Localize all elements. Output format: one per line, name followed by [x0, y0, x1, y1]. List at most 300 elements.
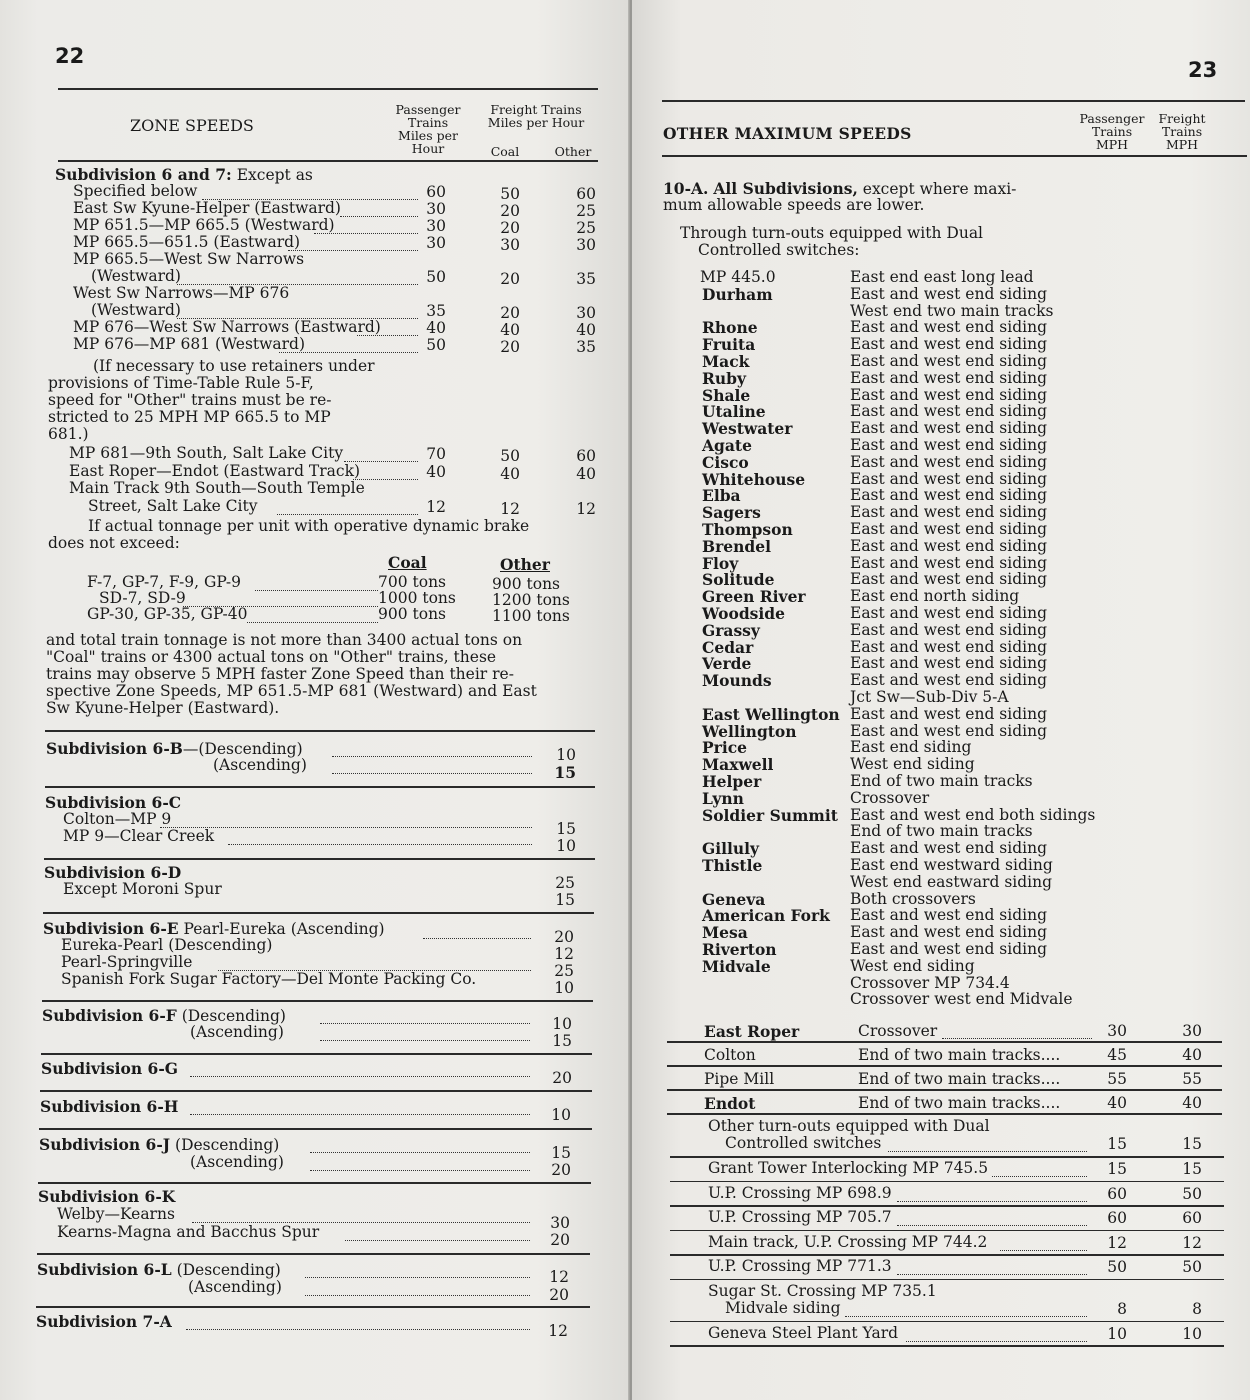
tonnage-other: 1100 tons	[492, 607, 570, 625]
location-name: East Wellington	[702, 704, 840, 724]
divider	[44, 858, 595, 860]
sub-6c-row: MP 9—Clear Creek	[63, 827, 215, 845]
other-speed: 12	[576, 499, 596, 518]
location-description: East and west end siding	[850, 452, 1047, 471]
speed-value: 25	[554, 962, 574, 980]
passenger-speed: 30	[426, 217, 446, 235]
passenger-speed: 70	[426, 445, 446, 463]
row-divider	[667, 1065, 1222, 1067]
location-name: American Fork	[702, 906, 830, 926]
location-name: Agate	[702, 436, 752, 455]
sub-7a: Subdivision 7-A	[36, 1312, 172, 1331]
header-rule	[662, 100, 1245, 102]
speed-value: 20	[552, 1069, 572, 1087]
location-name: Durham	[702, 284, 773, 304]
freight-speed: 12	[1182, 1233, 1202, 1252]
freight-speed: 15	[1182, 1160, 1202, 1178]
location-description: East and west end siding	[850, 486, 1047, 505]
location-name: Geneva	[702, 889, 766, 909]
sub-6f-ascending: (Ascending)	[190, 1023, 284, 1041]
location-name: Westwater	[702, 419, 793, 439]
location-name: Helper	[702, 772, 762, 791]
coal-speed: 50	[500, 447, 520, 465]
leader-dots	[906, 1329, 1087, 1342]
leader-dots	[255, 578, 378, 591]
sub-6d-row: Except Moroni Spur	[63, 880, 222, 898]
leader-dots	[897, 1189, 1087, 1202]
sub-6k-row: Kearns-Magna and Bacchus Spur	[57, 1223, 320, 1241]
passenger-speed: 12	[426, 497, 446, 516]
leader-dots	[314, 221, 418, 234]
tonnage-coal: 900 tons	[378, 605, 447, 623]
speed-value: 20	[554, 928, 574, 946]
divider	[38, 1182, 591, 1184]
passenger-speed: 60	[1107, 1184, 1127, 1203]
sub-6j-ascending: (Ascending)	[190, 1153, 284, 1171]
passenger-speed: 30	[1107, 1022, 1127, 1040]
speed-item-label: Grant Tower Interlocking MP 745.5	[708, 1159, 989, 1177]
location-description: West end siding	[850, 956, 975, 975]
divider	[42, 1000, 593, 1002]
location-name: Mounds	[702, 671, 772, 691]
location-description: Crossover west end Midvale	[850, 990, 1073, 1009]
location-description: West end siding	[850, 755, 975, 774]
location-name: Solitude	[702, 570, 775, 590]
row-divider	[670, 1230, 1224, 1232]
row-divider	[670, 1345, 1224, 1347]
location-description: East and west end siding	[850, 721, 1047, 740]
leader-dots	[320, 1011, 530, 1024]
tonnage-coal: 1000 tons	[378, 589, 456, 607]
location-name: Elba	[702, 486, 741, 506]
speed-value: 12	[554, 945, 574, 963]
speed-item-label: U.P. Crossing MP 771.3	[708, 1257, 892, 1275]
location-description: East and west end siding	[850, 553, 1047, 572]
other-speed: 60	[576, 185, 596, 203]
location-description: East and west end siding	[850, 704, 1047, 723]
sub-6e-row: Spanish Fork Sugar Factory—Del Monte Packing Co.	[61, 970, 477, 988]
location-description: East and west end siding	[850, 637, 1047, 656]
zone-row-label: Specified below	[73, 182, 198, 200]
sub-6b: Subdivision 6-B—(Descending)	[46, 739, 303, 758]
location-description: East and west end siding	[850, 671, 1047, 690]
location-name: Woodside	[702, 604, 785, 623]
location-description: End of two main tracks....	[858, 1046, 1061, 1064]
sub-6g: Subdivision 6-G	[41, 1059, 178, 1078]
leader-dots	[247, 610, 378, 623]
location-name: East Roper	[704, 1022, 800, 1041]
location-description: East and west end siding	[850, 654, 1047, 673]
speed-value: 15	[554, 763, 576, 782]
sub-6l: Subdivision 6-L (Descending)	[37, 1260, 281, 1279]
passenger-speed: 40	[426, 319, 446, 337]
location-name: Mack	[702, 352, 750, 371]
speed-value: 15	[552, 1032, 572, 1050]
sub-6k: Subdivision 6-K	[38, 1187, 176, 1206]
leader-dots	[992, 1164, 1087, 1177]
row-divider	[670, 1205, 1224, 1207]
location-name: Price	[702, 738, 748, 758]
row-divider	[670, 1321, 1224, 1323]
location-description: East and west end siding	[850, 604, 1047, 622]
sub-6l-ascending: (Ascending)	[188, 1278, 282, 1296]
location-description: East and west end siding	[850, 839, 1047, 858]
zone-row-label: (Westward)	[91, 267, 181, 285]
other-speed: 30	[576, 236, 596, 254]
sub-6h: Subdivision 6-H	[40, 1097, 179, 1116]
freight-speed: 8	[1192, 1299, 1202, 1318]
zone-row-label: East Roper—Endot (Eastward Track)	[69, 461, 361, 480]
coal-speed: 40	[500, 464, 520, 483]
location-description: Jct Sw—Sub-Div 5-A	[850, 688, 1009, 706]
speed-value: 12	[548, 1322, 568, 1340]
other-speed: 60	[576, 447, 596, 465]
speed-value: 10	[556, 746, 576, 764]
zone-row-label: (Westward)	[91, 301, 181, 319]
divider	[37, 1253, 590, 1255]
zone-row-label: West Sw Narrows—MP 676	[73, 284, 290, 302]
coal-speed: 40	[500, 321, 520, 339]
location-name: Whitehouse	[702, 469, 806, 489]
location-description: East and west end siding	[850, 536, 1047, 555]
passenger-speed: 50	[426, 336, 446, 354]
sub-6k-row: Welby—Kearns	[57, 1205, 175, 1223]
leader-dots	[942, 1026, 1092, 1039]
location-name: Shale	[702, 385, 751, 405]
tonnage-units: F-7, GP-7, F-9, GP-9	[87, 573, 242, 591]
location-name: MP 445.0	[700, 268, 776, 286]
page-title: ZONE SPEEDS	[130, 116, 254, 135]
leader-dots	[897, 1213, 1087, 1226]
other-speed: 25	[576, 202, 596, 220]
location-name: Lynn	[702, 788, 744, 808]
sub-6c: Subdivision 6-C	[45, 793, 182, 812]
freight-speed: 40	[1182, 1094, 1202, 1112]
leader-dots	[423, 926, 531, 939]
location-name: Floy	[702, 553, 739, 573]
leader-dots	[192, 1210, 530, 1223]
location-description: Crossover	[858, 1022, 938, 1040]
col-other-header: Other	[554, 144, 592, 159]
speed-value: 15	[551, 1144, 571, 1162]
leader-dots	[897, 1262, 1087, 1275]
tonnage-coal: 700 tons	[378, 573, 447, 591]
location-name: Maxwell	[702, 755, 774, 775]
divider	[41, 1053, 592, 1055]
passenger-speed: 50	[1107, 1258, 1127, 1276]
leader-dots	[186, 1317, 530, 1330]
location-name: Grassy	[702, 620, 760, 640]
tonnage-other: 900 tons	[492, 575, 561, 593]
zone-row-label: Main Track 9th South—South Temple	[69, 479, 365, 497]
speed-value: 15	[556, 820, 576, 838]
page-number: 22	[55, 44, 85, 68]
speed-item-label: Main track, U.P. Crossing MP 744.2	[708, 1232, 988, 1251]
tonnage-intro: If actual tonnage per unit with operative dynamic brake does not exceed:	[48, 517, 530, 552]
location-name: Green River	[702, 587, 806, 607]
leader-dots	[320, 1028, 530, 1041]
other-speed: 40	[576, 321, 596, 339]
leader-dots	[310, 1140, 530, 1153]
leader-dots	[190, 1064, 530, 1077]
passenger-speed: 45	[1107, 1046, 1127, 1064]
passenger-speed: 10	[1107, 1324, 1127, 1343]
location-name: Ruby	[702, 368, 746, 388]
location-description: East and west end both sidings	[850, 805, 1096, 824]
leader-dots	[332, 744, 532, 757]
tonnage-other: 1200 tons	[492, 591, 570, 609]
speed-item-label: Geneva Steel Plant Yard	[708, 1323, 899, 1342]
sub-6f: Subdivision 6-F (Descending)	[42, 1006, 286, 1025]
speed-item-label: Other turn-outs equipped with Dual	[708, 1117, 990, 1135]
location-name: Riverton	[702, 940, 777, 959]
location-description: East and west end siding	[850, 385, 1047, 404]
location-name: Pipe Mill	[704, 1070, 775, 1088]
leader-dots	[228, 832, 532, 845]
header-bottom-rule	[58, 160, 598, 162]
sub-6d: Subdivision 6-D	[44, 863, 182, 882]
passenger-speed: 30	[426, 200, 446, 218]
row-divider	[670, 1181, 1224, 1183]
header-bottom-rule	[662, 155, 1247, 157]
speed-value: 30	[550, 1214, 570, 1232]
tonnage-units: GP-30, GP-35, GP-40	[87, 605, 248, 623]
tonnage-units: SD-7, SD-9	[99, 589, 186, 607]
sub-6b-ascending: (Ascending)	[213, 756, 307, 774]
sub-6c-row: Colton—MP 9	[63, 810, 172, 828]
location-description: East and west end siding	[850, 906, 1047, 925]
col-passenger-header: Passenger Trains MPH	[1079, 111, 1145, 152]
row-divider	[667, 1041, 1222, 1043]
zone-row-label: Street, Salt Lake City	[88, 496, 258, 515]
row-divider	[667, 1089, 1222, 1091]
passenger-speed: 55	[1107, 1070, 1127, 1088]
zone-row-label: MP 676—MP 681 (Westward)	[73, 335, 306, 353]
leader-dots	[332, 761, 532, 774]
location-name: Rhone	[702, 318, 758, 338]
location-description: End of two main tracks	[850, 822, 1033, 841]
passenger-speed: 35	[426, 302, 446, 320]
row-divider	[667, 1113, 1222, 1115]
location-name: Sagers	[702, 503, 761, 523]
speed-value: 10	[556, 837, 576, 855]
location-name: Fruita	[702, 335, 756, 355]
location-name: Soldier Summit	[702, 805, 838, 825]
leader-dots	[288, 238, 418, 251]
freight-speed: 30	[1182, 1022, 1202, 1040]
passenger-speed: 60	[426, 183, 446, 201]
freight-speed: 50	[1182, 1258, 1202, 1276]
passenger-speed: 50	[426, 268, 446, 286]
coal-speed: 20	[500, 202, 520, 220]
coal-speed: 20	[500, 304, 520, 322]
other-speed: 25	[576, 219, 596, 237]
location-name: Midvale	[702, 956, 771, 976]
leader-dots	[160, 815, 532, 828]
location-name: Verde	[702, 654, 752, 674]
leader-dots	[305, 1265, 530, 1278]
coal-speed: 30	[500, 236, 520, 254]
header-rule	[58, 88, 598, 90]
speed-value: 20	[551, 1161, 571, 1179]
through-turnouts-text-cont: Controlled switches:	[698, 241, 860, 259]
row-divider	[670, 1156, 1224, 1158]
speed-value: 20	[550, 1231, 570, 1249]
location-name: Wellington	[702, 721, 797, 741]
speed-value: 10	[551, 1106, 571, 1124]
rule-10a: 10-A. All Subdivisions, except where maxi-	[663, 179, 1017, 198]
freight-speed: 10	[1182, 1324, 1202, 1343]
passenger-speed: 40	[1107, 1094, 1127, 1112]
divider	[40, 1090, 592, 1092]
location-description: East and west end siding	[850, 570, 1047, 589]
location-description: East and west end siding	[850, 368, 1047, 387]
leader-dots	[277, 502, 418, 515]
passenger-speed: 15	[1107, 1160, 1127, 1178]
speed-item-label: Sugar St. Crossing MP 735.1	[708, 1281, 937, 1300]
location-description: East and west end siding	[850, 318, 1047, 337]
location-description: End of two main tracks	[850, 772, 1033, 790]
location-name: Mesa	[702, 923, 748, 943]
sub-6e-row: Pearl-Springville	[61, 953, 193, 971]
freight-speed: 50	[1182, 1184, 1202, 1203]
leader-dots	[1000, 1238, 1087, 1251]
location-description: East and west end siding	[850, 335, 1047, 354]
location-description: East and west end siding	[850, 402, 1047, 421]
coal-speed: 50	[500, 185, 520, 203]
location-description: East and west end siding	[850, 503, 1047, 522]
speed-value: 10	[552, 1015, 572, 1033]
other-speed: 35	[576, 338, 596, 356]
location-description: East and west end siding	[850, 469, 1047, 488]
location-description: Crossover	[850, 788, 930, 807]
speed-item-label: U.P. Crossing MP 705.7	[708, 1208, 892, 1226]
speed-item-label-cont: Controlled switches	[725, 1134, 882, 1152]
right-page	[632, 0, 1250, 1400]
coal-speed: 20	[500, 338, 520, 356]
leader-dots	[310, 1158, 530, 1171]
sub67-heading: Subdivision 6 and 7: Except as	[55, 165, 313, 184]
row-divider	[670, 1254, 1224, 1256]
location-name: Brendel	[702, 536, 771, 556]
passenger-speed: 8	[1117, 1299, 1127, 1318]
retainer-note: (If necessary to use retainers under provisions of Time-Table Rule 5-F, speed for "Other" trains must be re- stricted to 25 MPH MP 665.5 to MP 681.)	[48, 357, 375, 443]
coal-speed: 20	[500, 270, 520, 288]
zone-row-label: MP 651.5—MP 665.5 (Westward)	[73, 216, 335, 234]
location-name: Thistle	[702, 856, 763, 875]
zone-row-label: East Sw Kyune-Helper (Eastward)	[73, 199, 341, 217]
speed-value: 15	[555, 891, 575, 909]
col-freight-header: Freight Trains Miles per Hour	[487, 102, 585, 130]
location-description: East and west end siding	[850, 940, 1047, 958]
coal-speed: 20	[500, 219, 520, 237]
freight-speed: 40	[1182, 1046, 1202, 1064]
location-description: East and west end siding	[850, 284, 1047, 303]
leader-dots	[190, 1102, 530, 1115]
other-speed: 35	[576, 270, 596, 288]
location-name: Gilluly	[702, 839, 760, 859]
tonnage-coal-header: Coal	[388, 553, 427, 572]
divider	[45, 786, 595, 788]
location-description: End of two main tracks....	[858, 1070, 1061, 1088]
location-name: Cisco	[702, 452, 749, 472]
divider	[43, 912, 594, 914]
location-description: East and west end siding	[850, 419, 1047, 438]
col-coal-header: Coal	[490, 144, 520, 159]
sub-6j: Subdivision 6-J (Descending)	[39, 1135, 280, 1154]
divider	[45, 730, 595, 732]
other-speed: 30	[576, 304, 596, 322]
location-description: East and west end siding	[850, 520, 1047, 538]
tonnage-other-header: Other	[500, 555, 550, 574]
freight-speed: 55	[1182, 1070, 1202, 1088]
location-name: Colton	[704, 1046, 756, 1064]
speed-value: 20	[549, 1286, 569, 1304]
leader-dots	[279, 340, 418, 353]
passenger-speed: 12	[1107, 1233, 1127, 1252]
speed-value: 12	[549, 1268, 569, 1286]
speed-item-label-cont: Midvale siding	[725, 1298, 841, 1317]
location-description: East end westward siding	[850, 856, 1053, 874]
row-divider	[670, 1279, 1224, 1281]
location-description: East and west end siding	[850, 352, 1047, 370]
passenger-speed: 15	[1107, 1135, 1127, 1153]
location-description: East end siding	[850, 738, 972, 757]
leader-dots	[305, 1283, 530, 1296]
sub-6e: Subdivision 6-E Pearl-Eureka (Ascending)	[43, 919, 385, 938]
col-freight-header: Freight Trains MPH	[1158, 111, 1206, 152]
divider	[39, 1128, 592, 1130]
speed-value: 25	[555, 874, 575, 892]
location-name: Thompson	[702, 520, 793, 539]
location-name: Utaline	[702, 402, 766, 422]
page-title: OTHER MAXIMUM SPEEDS	[663, 124, 912, 143]
divider	[36, 1306, 590, 1308]
location-description: East and west end siding	[850, 620, 1047, 639]
zone-row-label: MP 665.5—West Sw Narrows	[73, 250, 305, 268]
zone-row-label: MP 676—West Sw Narrows (Eastward)	[73, 318, 381, 336]
coal-speed: 12	[500, 499, 520, 518]
freight-speed: 60	[1182, 1209, 1202, 1227]
rule-10a-cont: mum allowable speeds are lower.	[663, 196, 925, 214]
location-description: East and west end siding	[850, 923, 1047, 942]
passenger-speed: 40	[426, 462, 446, 481]
location-description: Both crossovers	[850, 889, 976, 908]
location-description: East and west end siding	[850, 436, 1047, 454]
location-description: Crossover MP 734.4	[850, 973, 1010, 992]
location-description: East end east long lead	[850, 268, 1034, 286]
location-description: East end north siding	[850, 587, 1020, 606]
zone-row-label: MP 665.5—651.5 (Eastward)	[73, 233, 301, 251]
col-passenger-header: Passenger Trains Miles per Hour	[395, 102, 461, 156]
page-number: 23	[1188, 58, 1218, 82]
location-name: Cedar	[702, 637, 754, 657]
leader-dots	[345, 1228, 530, 1241]
sub-6e-row: Eureka-Pearl (Descending)	[61, 936, 273, 954]
location-name: Endot	[704, 1094, 756, 1113]
leader-dots	[888, 1139, 1087, 1152]
passenger-speed: 30	[426, 234, 446, 252]
location-description: West end eastward siding	[850, 872, 1053, 891]
speed-item-label: U.P. Crossing MP 698.9	[708, 1183, 892, 1202]
zone-row-label: MP 681—9th South, Salt Lake City	[69, 444, 344, 462]
tonnage-note: and total train tonnage is not more than 3400 actual tons on "Coal" trains or 4300 actual tons on "Other" trains, these trains may observe 5 MPH faster Zone Speed than their re- spective Zone Speeds, MP 651.5-MP 681 (Westward) and East Sw Kyune-Helper (Eastward).	[46, 631, 537, 717]
other-speed: 40	[576, 464, 596, 483]
leader-dots	[845, 1304, 1087, 1317]
passenger-speed: 60	[1107, 1209, 1127, 1227]
through-turnouts-text: Through turn-outs equipped with Dual	[680, 224, 984, 242]
location-description: West end two main tracks	[850, 301, 1054, 320]
